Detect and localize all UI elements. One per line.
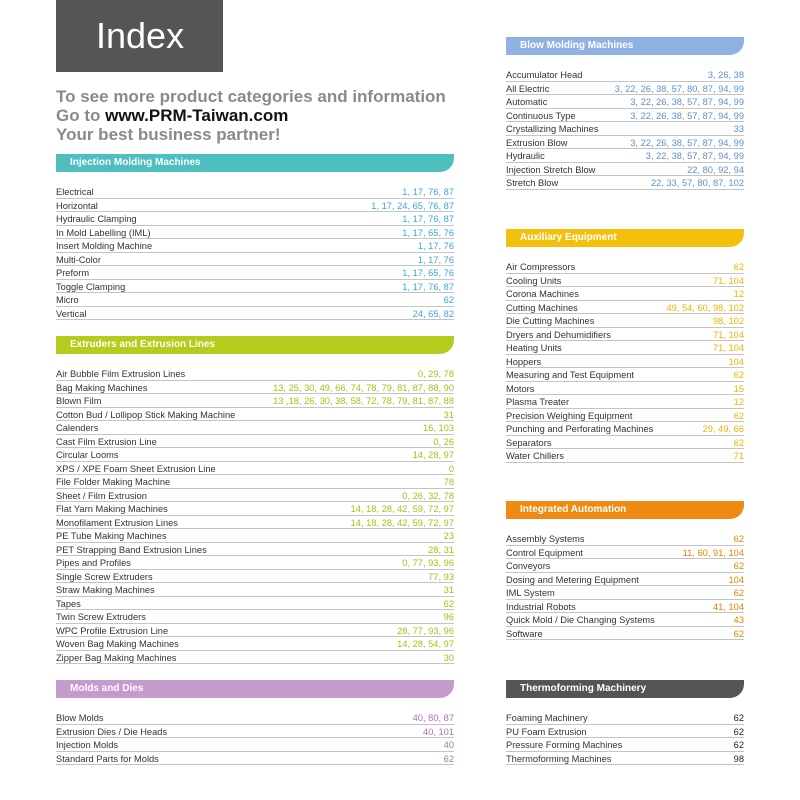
promo-go-to: Go to [56,106,106,125]
section-header: Blow Molding Machines [506,37,744,55]
entry-label: Software [506,628,543,639]
index-entry [506,261,744,275]
index-entry [506,450,744,464]
entry-pages: 1, 17, 76, 87 [402,214,454,224]
section-injection-molding [56,154,454,321]
entry-label: All Electric [506,83,550,94]
entry-pages: 41, 104 [712,601,744,612]
index-entry [56,571,454,585]
entry-pages: 0 [448,463,454,474]
index-entry [56,449,454,463]
entry-label: IML System [506,588,555,598]
entry-pages: 0, 77, 93, 96 [402,558,454,568]
index-entry [506,342,744,356]
entry-pages: 96 [443,612,454,622]
entry-label: Straw Making Machines [56,585,155,595]
entry-label: Extrusion Dies / Die Heads [56,726,168,737]
entry-label: Electrical [56,187,94,197]
index-entry [56,753,454,767]
entry-label: Zipper Bag Making Machines [56,652,177,663]
entry-label: Cutting Machines [506,302,578,313]
entry-pages: 98, 102 [712,316,744,326]
index-entry [506,110,744,124]
entry-pages: 62 [733,534,744,544]
section-thermoforming [506,680,744,766]
entry-pages: 22, 80, 92, 94 [687,164,744,175]
entry-label: Thermoforming Machines [506,753,612,764]
entry-pages: 78 [443,477,454,487]
entry-pages: 98 [733,753,744,764]
entry-label: Water Chillers [506,451,565,461]
entry-pages: 62 [733,713,744,723]
index-entry [506,628,744,642]
index-entry [506,547,744,561]
index-entry [506,574,744,588]
index-entry [506,369,744,383]
index-title: Index [56,0,223,72]
entry-pages: 1, 17, 65, 76 [402,268,454,278]
entry-pages: 22, 33, 57, 80, 87, 102 [650,178,744,188]
entry-pages: 1, 17, 76, 87 [402,281,454,292]
entry-pages: 28, 77, 93, 96 [397,625,454,636]
entry-label: Calenders [56,423,99,433]
entry-pages: 0, 26 [433,436,454,447]
index-entry [56,463,454,477]
entry-pages: 62 [733,262,744,272]
entry-label: Precision Weighing Equipment [506,410,633,421]
entry-pages: 14, 28, 54, 97 [397,639,454,649]
entry-pages: 62 [733,370,744,380]
entry-pages: 49, 54, 60, 98, 102 [666,302,744,313]
index-entry [56,557,454,571]
entry-label: Flat Yarn Making Machines [56,504,168,514]
index-entry [506,150,744,164]
promo-line-1: To see more product categories and information [56,87,446,106]
entry-label: File Folder Making Machine [56,477,171,487]
entry-label: Preform [56,268,90,278]
index-entry [506,437,744,451]
entry-pages: 30 [443,652,454,663]
entry-pages: 62 [443,753,454,764]
section-integrated-automation [506,501,744,641]
entry-pages: 28, 31 [428,544,454,555]
entry-label: Multi-Color [56,254,101,265]
entry-label: Pipes and Profiles [56,558,131,568]
entry-label: Horizontal [56,200,98,211]
entry-label: Hoppers [506,356,542,367]
index-entry [56,517,454,531]
index-entry [506,288,744,302]
entry-label: PE Tube Making Machines [56,531,167,541]
entry-label: Cast Film Extrusion Line [56,436,157,447]
index-entry [506,164,744,178]
entry-pages: 40, 80, 87 [412,713,454,723]
entry-pages: 40, 101 [422,726,454,737]
entry-label: Micro [56,295,79,305]
index-entry [506,726,744,740]
entry-label: XPS / XPE Foam Sheet Extrusion Line [56,463,216,474]
entry-label: Woven Bag Making Machines [56,639,179,649]
index-entry [506,614,744,628]
entry-label: Hydraulic [506,151,545,161]
entry-pages: 71 [733,451,744,461]
entry-pages: 1, 17, 76 [417,254,454,265]
index-entry [56,213,454,227]
index-entry [506,423,744,437]
entry-pages: 0, 26, 32, 78 [402,490,454,501]
index-entry [56,200,454,214]
promo-text [56,87,446,144]
index-entry [506,69,744,83]
index-entry [56,267,454,281]
entry-label: Assembly Systems [506,534,585,544]
entry-pages: 104 [728,356,744,367]
entry-pages: 31 [443,585,454,595]
index-entry [56,712,454,726]
entry-pages: 3, 22, 26, 38, 57, 87, 94, 99 [630,137,744,148]
entry-pages: 11, 60, 91, 104 [682,547,744,558]
promo-line-3: Your best business partner! [56,125,281,144]
section-blow-molding [506,37,744,191]
entry-pages: 3, 22, 26, 38, 57, 87, 94, 99 [630,110,744,121]
index-entry [506,410,744,424]
entry-pages: 40 [443,740,454,750]
entry-pages: 1, 17, 76 [417,241,454,251]
section-header: Thermoforming Machinery [506,680,744,698]
index-entry [56,227,454,241]
entry-pages: 12 [733,397,744,407]
index-entry [506,533,744,547]
entry-label: Blown Film [56,396,102,406]
index-entry [56,254,454,268]
section-auxiliary-equipment [506,229,744,464]
entry-label: Plasma Treater [506,397,570,407]
index-entry [56,611,454,625]
entry-pages: 62 [733,726,744,737]
index-entry [56,186,454,200]
index-entry [56,395,454,409]
entry-label: Quick Mold / Die Changing Systems [506,615,655,625]
index-entry [506,356,744,370]
index-entry [56,739,454,753]
index-entry [506,96,744,110]
entry-pages: 62 [733,628,744,639]
entry-pages: 29, 49, 66 [702,424,744,434]
entry-pages: 62 [733,437,744,448]
index-entry [506,83,744,97]
entry-label: Sheet / Film Extrusion [56,490,147,501]
index-entry [506,712,744,726]
index-entry [56,409,454,423]
index-entry [506,383,744,397]
entry-label: Foaming Machinery [506,713,588,723]
section-header: Molds and Dies [56,680,454,698]
index-entry [56,476,454,490]
entry-label: Injection Molds [56,740,119,750]
entry-pages: 14, 18, 28, 42, 59, 72, 97 [350,517,454,528]
index-entry [56,652,454,666]
index-entry [56,490,454,504]
index-entry [506,329,744,343]
entry-label: Blow Molds [56,713,104,723]
entry-pages: 15 [733,383,744,394]
entry-pages: 71, 104 [712,329,744,340]
entry-pages: 43 [733,615,744,625]
entry-pages: 77, 93 [428,571,454,582]
entry-label: Dryers and Dehumidifiers [506,329,611,340]
entry-pages: 62 [443,598,454,609]
entry-label: Separators [506,437,552,448]
entry-pages: 104 [728,574,744,585]
index-entry [506,739,744,753]
entry-label: Toggle Clamping [56,281,126,292]
index-entry [56,436,454,450]
entry-label: Injection Stretch Blow [506,164,596,175]
entry-label: Standard Parts for Molds [56,753,159,764]
entry-label: Cooling Units [506,275,562,286]
entry-label: Accumulator Head [506,70,583,80]
index-entry [56,382,454,396]
entry-label: Circular Looms [56,450,119,460]
entry-label: Vertical [56,308,87,319]
index-entry [56,240,454,254]
entry-label: WPC Profile Extrusion Line [56,625,169,636]
entry-label: PU Foam Extrusion [506,726,587,737]
index-entry [506,753,744,767]
entry-label: Bag Making Machines [56,382,148,393]
entry-pages: 62 [733,561,744,571]
entry-pages: 71, 104 [712,275,744,286]
entry-pages: 14, 28, 97 [412,450,454,460]
entry-pages: 16, 103 [422,423,454,433]
entry-label: Cotton Bud / Lollipop Stick Making Machine [56,409,236,420]
index-entry [506,587,744,601]
entry-pages: 13 ,18, 26, 30, 38, 58, 72, 78, 79, 81, 87, 88 [273,396,454,406]
index-entry [56,281,454,295]
entry-label: Tapes [56,598,81,609]
section-extruders [56,336,454,665]
entry-pages: 12 [733,289,744,299]
entry-pages: 31 [443,409,454,420]
entry-label: Hydraulic Clamping [56,214,137,224]
entry-pages: 62 [733,588,744,598]
section-header: Extruders and Extrusion Lines [56,336,454,354]
entry-pages: 3, 22, 26, 38, 57, 87, 94, 99 [630,97,744,107]
entry-label: Single Screw Extruders [56,571,153,582]
entry-pages: 1, 17, 76, 87 [402,187,454,197]
index-entry [506,177,744,191]
entry-label: Heating Units [506,343,562,353]
index-entry [506,302,744,316]
index-entry [56,726,454,740]
website-link[interactable]: www.PRM-Taiwan.com [105,106,289,125]
section-header: Injection Molding Machines [56,154,454,172]
entry-label: Dosing and Metering Equipment [506,574,639,585]
entry-label: Measuring and Test Equipment [506,370,634,380]
entry-pages: 0, 29, 78 [417,369,454,379]
index-entry [506,123,744,137]
index-entry [56,530,454,544]
entry-pages: 1, 17, 65, 76 [402,227,454,238]
entry-label: Pressure Forming Machines [506,740,623,750]
entry-label: Extrusion Blow [506,137,568,148]
index-entry [506,560,744,574]
entry-label: Stretch Blow [506,178,559,188]
index-entry [56,294,454,308]
section-header: Auxiliary Equipment [506,229,744,247]
entry-label: Die Cutting Machines [506,316,595,326]
entry-pages: 23 [443,531,454,541]
promo-line-2 [56,106,446,125]
entry-pages: 3, 26, 38 [707,70,744,80]
section-header: Integrated Automation [506,501,744,519]
entry-pages: 33 [733,124,744,134]
entry-pages: 62 [733,740,744,750]
index-entry [56,544,454,558]
entry-label: Air Bubble Film Extrusion Lines [56,369,186,379]
entry-label: Corona Machines [506,289,579,299]
entry-label: Twin Screw Extruders [56,612,146,622]
entry-label: Control Equipment [506,547,583,558]
entry-pages: 62 [443,295,454,305]
entry-label: In Mold Labelling (IML) [56,227,151,238]
index-entry [56,308,454,322]
entry-pages: 62 [733,410,744,421]
entry-label: Insert Molding Machine [56,241,153,251]
entry-pages: 1, 17, 24, 65, 76, 87 [371,200,454,211]
entry-label: Continuous Type [506,110,576,121]
entry-label: Monofilament Extrusion Lines [56,517,178,528]
index-entry [56,503,454,517]
entry-label: Punching and Perforating Machines [506,424,654,434]
index-entry [56,598,454,612]
index-entry [56,422,454,436]
entry-pages: 13, 25, 30, 49, 66, 74, 78, 79, 81, 87, 88, 90 [273,382,454,393]
index-entry [56,584,454,598]
section-molds-dies [56,680,454,766]
entry-pages: 71, 104 [712,343,744,353]
index-entry [56,625,454,639]
index-entry [506,396,744,410]
entry-pages: 14, 18, 28, 42, 59, 72, 97 [350,504,454,514]
entry-pages: 3, 22, 26, 38, 57, 80, 87, 94, 99 [614,83,744,94]
index-entry [506,601,744,615]
index-entry [56,638,454,652]
index-entry [506,315,744,329]
entry-label: Crystallizing Machines [506,124,599,134]
entry-label: Air Compressors [506,262,576,272]
entry-label: Conveyors [506,561,551,571]
entry-pages: 24, 65, 82 [412,308,454,319]
index-entry [506,275,744,289]
index-entry [56,368,454,382]
entry-pages: 3, 22, 38, 57, 87, 94, 99 [645,151,744,161]
entry-label: Industrial Robots [506,601,576,612]
entry-label: Automatic [506,97,548,107]
index-entry [506,137,744,151]
entry-label: PET Strapping Band Extrusion Lines [56,544,207,555]
entry-label: Motors [506,383,535,394]
